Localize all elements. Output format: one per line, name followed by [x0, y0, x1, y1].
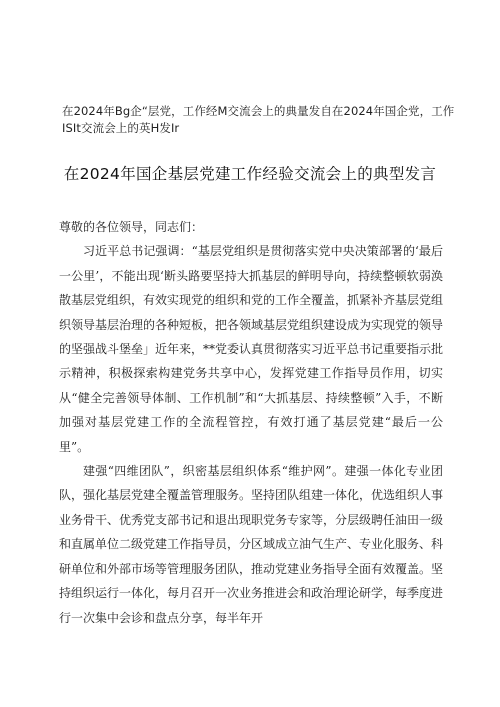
paragraph-1: 习近平总书记强调：“基层党组织是贯彻落实党中央决策部署的‘最后一公里’，不能出现‘断头路要坚持大抓基层的鲜明导向，持续整顿软弱涣散基层党组织，有效实现党的组织和党的工作全覆盖，抓紧补齐基层党组织领导基层治理的各种短板，把各领域基层党组织建设成为实现党的领导的坚强战斗堡垒」近年来，**党委认真贯彻落实习近平总书记重要指示批示精神，积极探索构建党务共享中心，发挥党建工作指导员作用，切实从“健全完善领导体制、工作机制”和“大抓基层、持续整顿”入手，不断加强对基层党建工作的全流程管控，有效打通了基层党建“最后一公里”。 — [59, 244, 444, 454]
document-body — [59, 215, 444, 630]
header-note: 在2024年Bg企“层党，工作经M交流会上的典量发自在2024年国企党，工作ISIt交流会上的英H发Ir — [62, 104, 455, 135]
salutation: 尊敬的各位领导，同志们： — [59, 220, 204, 234]
document-title: 在2024年国企基层党建工作经验交流会上的典型发言 — [63, 165, 437, 183]
paragraph-2: 建强“四维团队”，织密基层组织体系“维护网”。建强一体化专业团队，强化基层党建全覆盖管理服务。坚持团队组建一体化，优选组织人事业务骨干、优秀党支部书记和退出现职党务专家等，分层级聘任油田一级和直属单位二级党建工作指导员，分区域成立油气生产、专业化服务、科研单位和外部市场等管理服务团队，推动党建业务指导全面有效覆盖。坚持组织运行一体化，每月召开一次业务推进会和政治理论研学，每季度进行一次集中会诊和盘点分享，每半年开 — [59, 464, 444, 625]
